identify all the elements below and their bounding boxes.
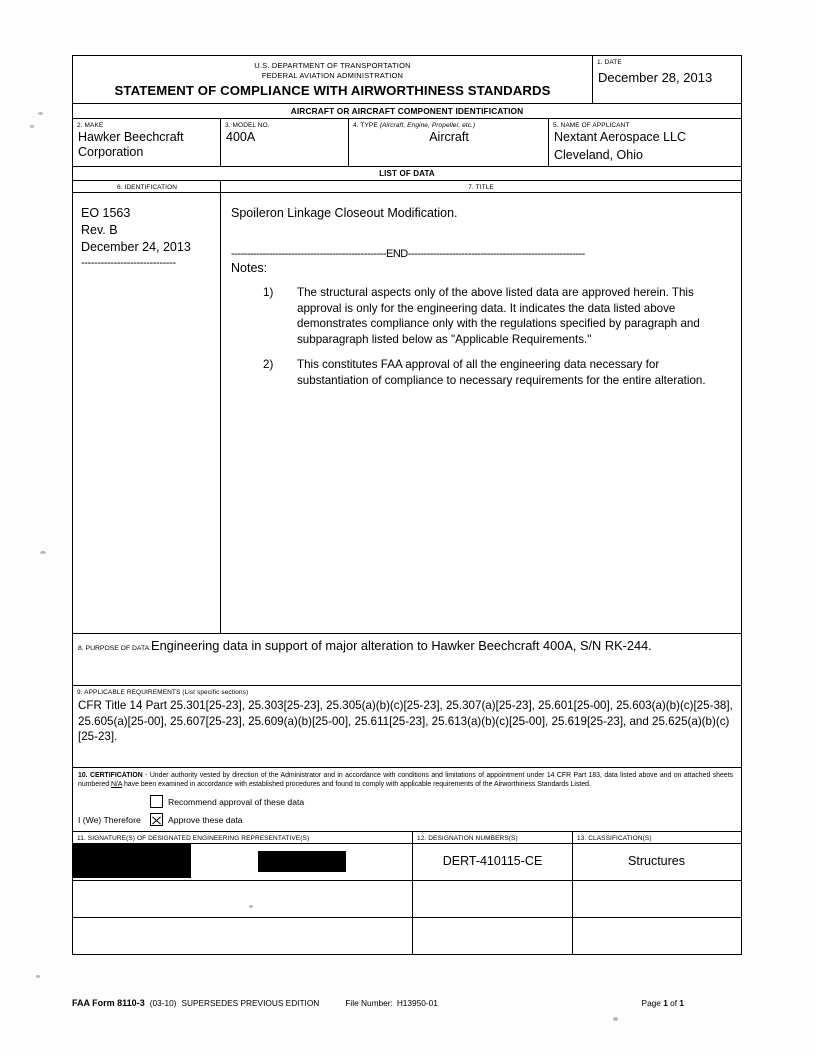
attached-sheets-value: N/A (110, 781, 123, 789)
recommend-option-label: Recommend approval of these data (168, 796, 305, 807)
note-item (221, 347, 740, 388)
scan-speck (40, 551, 46, 554)
certification-section (73, 767, 741, 831)
signature-table-headers (73, 831, 741, 844)
note-number: 2) (263, 358, 274, 371)
signature-cell[interactable] (73, 844, 413, 880)
certification-body-part1: - Under authority vested by direction of the Administrator and in accordance with conditions and limitations of appointment under 14 CFR Part 183, data listed above and on attached sheets numbered (78, 772, 733, 789)
purpose-line (73, 634, 741, 655)
type-label-hint: (Aircraft, Engine, Propeller, etc.) (379, 122, 476, 129)
designation-cell (413, 881, 573, 917)
form-header (73, 56, 741, 103)
identification-line-3: December 24, 2013 (81, 240, 191, 254)
certification-body (73, 768, 741, 789)
designation-value: DERT-410115-CE (442, 854, 543, 869)
approve-option-row[interactable] (73, 813, 741, 831)
agency-line-1: U.S. DEPARTMENT OF TRANSPORTATION (254, 61, 411, 70)
redaction-block (258, 851, 346, 872)
note-text: This constitutes FAA approval of all the engineering data necessary for substantiation of compliance to necessary requirements for the entire alteration. (297, 358, 706, 387)
form-footer (72, 998, 742, 1008)
title-col-label: 7. TITLE (468, 184, 494, 191)
note-number: 1) (263, 286, 274, 299)
end-separator: -------------------------------------------------END-------------------------------------------------------- (231, 248, 585, 260)
designation-col-header (413, 832, 573, 843)
scan-speck (249, 905, 253, 908)
type-label-text: 4. TYPE (353, 122, 378, 129)
recommend-checkbox[interactable] (150, 795, 163, 808)
make-value: Hawker Beechcraft Corporation (78, 130, 184, 159)
table-row (73, 918, 741, 954)
redaction-block (73, 844, 191, 878)
recommend-option-row[interactable] (73, 795, 741, 808)
notes-label: Notes: (231, 261, 268, 275)
purpose-value: Engineering data in support of major alteration to Hawker Beechcraft 400A, S/N RK-244. (151, 638, 652, 653)
signature-col-header (73, 832, 413, 843)
model-cell (221, 119, 349, 166)
note-item (221, 275, 740, 347)
designation-value (413, 918, 572, 928)
note-text: The structural aspects only of the above listed data are approved herein. This approval is only for the engineering data. It indicates the data listed above demonstrates compliance only with the regulations specified by paragraph and subparagraph listed below as "Applicable Requirements." (297, 286, 700, 346)
purpose-of-data-section (73, 633, 741, 685)
identification-line-2: Rev. B (81, 223, 118, 237)
purpose-label: 8. PURPOSE OF DATA: (78, 645, 152, 652)
approve-checkbox[interactable] (150, 813, 163, 826)
band-list-of-data: LIST OF DATA (73, 166, 741, 181)
identification-line-1: EO 1563 (81, 206, 131, 220)
identification-dashes: ----------------------------- (81, 257, 176, 269)
model-label: 3. MODEL NO. (225, 122, 270, 129)
type-label (349, 119, 548, 130)
classification-value (573, 918, 740, 928)
applicant-value-line1: Nextant Aerospace LLC (554, 130, 687, 144)
date-label: 1. DATE (597, 59, 622, 66)
scan-speck (38, 112, 43, 115)
form-title: STATEMENT OF COMPLIANCE WITH AIRWORTHINESS STANDARDS (114, 83, 551, 98)
title-col-header (221, 181, 740, 192)
signature-cell[interactable] (73, 918, 413, 954)
applicant-value-line2: Cleveland, Ohio (554, 148, 643, 162)
designation-cell (413, 844, 573, 880)
page-total: 1 (679, 998, 684, 1008)
classification-cell (573, 844, 740, 880)
file-number-value: H13950-01 (396, 998, 438, 1008)
scan-speck (30, 125, 34, 128)
form-revision: (03-10) (149, 998, 177, 1008)
supersedes-note: SUPERSEDES PREVIOUS EDITION (181, 998, 320, 1008)
faa-form-8110-3 (72, 55, 742, 955)
identification-col-body (73, 193, 221, 633)
form-number: FAA Form 8110-3 (72, 998, 145, 1008)
page-current: 1 (663, 998, 668, 1008)
classification-col-header (573, 832, 740, 843)
table-row (73, 881, 741, 918)
designation-value (413, 881, 572, 891)
data-title-text: Spoileron Linkage Closeout Modification. (231, 206, 458, 220)
identification-col-header (73, 181, 221, 192)
page-label-mid: of (667, 998, 680, 1008)
certification-heading: 10. CERTIFICATION (78, 772, 143, 779)
i-we-therefore-label: I (We) Therefore (78, 814, 141, 825)
classification-col-label: 13. CLASSIFICATION(S) (577, 835, 652, 843)
signature-col-label: 11. SIGNATURE(S) OF DESIGNATED ENGINEERING REPRESENTATIVE(S) (77, 835, 310, 843)
title-col-body (221, 193, 740, 633)
applicant-label: 5. NAME OF APPLICANT (553, 122, 630, 129)
type-value: Aircraft (429, 130, 469, 144)
date-value: December 28, 2013 (598, 70, 713, 85)
identification-row (73, 119, 741, 166)
scan-speck (36, 975, 40, 978)
applicable-requirements-text: CFR Title 14 Part 25.301[25-23], 25.303[25-23], 25.305(a)(b)(c)[25-23], 25.307(a)[25-23], 25.601[25-00], 25.603(a)(b)(c)[25-38], 25.605(a)[25-00], 25.607[25-23], 25.609(a)(b)[25-00], 25.611[25-23], 25.613(a)(b)(c)[25-00], 25.619[25-23], and 25.625(a)(b)(c)[25-23]. (78, 699, 733, 743)
make-label: 2. MAKE (77, 122, 104, 129)
approve-option-label: Approve these data (168, 814, 243, 825)
applicable-requirements-label: 9. APPLICABLE REQUIREMENTS (List specific sections) (77, 689, 249, 696)
file-number-label: File Number: (345, 998, 393, 1008)
date-block (593, 56, 741, 103)
list-of-data-body (73, 193, 741, 633)
model-value: 400A (226, 130, 256, 144)
agency-line-2: FEDERAL AVIATION ADMINISTRATION (261, 71, 404, 80)
classification-value (573, 881, 740, 891)
table-row (73, 844, 741, 881)
signature-cell[interactable] (73, 881, 413, 917)
designation-cell (413, 918, 573, 954)
agency-title-block (73, 56, 593, 103)
applicable-requirements-section (73, 685, 741, 767)
scan-speck (613, 1017, 618, 1021)
make-cell (73, 119, 221, 166)
classification-cell (573, 918, 740, 954)
certification-body-part2: have been examined in accordance with established procedures and found to comply with applicable requirements of the Airworthiness Standards Listed. (122, 781, 591, 789)
applicant-cell (549, 119, 740, 166)
classification-value: Structures (628, 854, 685, 869)
classification-cell (573, 881, 740, 917)
identification-col-label: 6. IDENTIFICATION (116, 184, 178, 191)
designation-col-label: 12. DESIGNATION NUMBERS(S) (417, 835, 518, 843)
band-identification: AIRCRAFT OR AIRCRAFT COMPONENT IDENTIFICATION (73, 103, 741, 119)
page-label-pre: Page (641, 998, 664, 1008)
page-indicator (642, 998, 684, 1008)
list-of-data-headers (73, 181, 741, 193)
type-cell (349, 119, 549, 166)
